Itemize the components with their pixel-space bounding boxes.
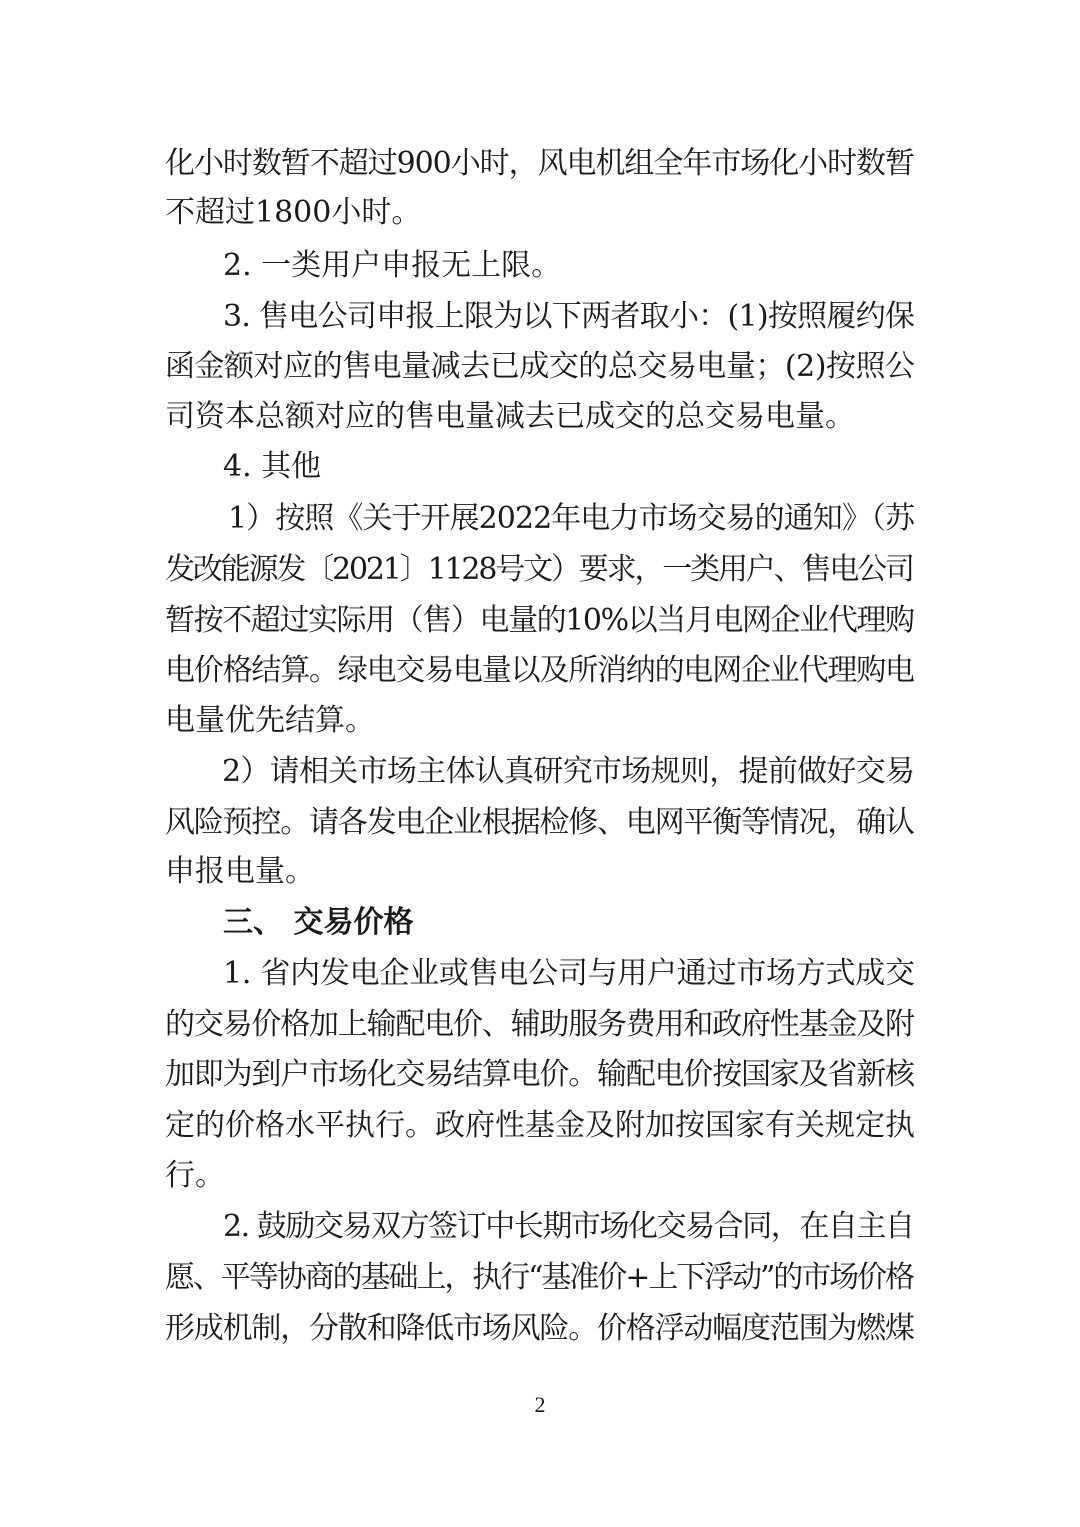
text-line-content: 电量优先结算。	[165, 703, 375, 738]
section-heading-text: 三、 交易价格	[223, 905, 414, 940]
text-line-content: 4. 其他	[223, 449, 322, 484]
text-line-content: 形成机制，分散和降低市场风险。价格浮动幅度范围为燃煤	[165, 1311, 914, 1346]
text-line	[0, 1000, 1080, 1050]
text-line-content: 2）请相关市场主体认真研究市场规则，提前做好交易	[222, 754, 915, 789]
section-heading	[0, 898, 1080, 948]
text-line	[0, 1050, 1080, 1100]
text-line	[0, 494, 1080, 544]
text-line-content: 定的价格水平执行。政府性基金及附加按国家有关规定执	[165, 1108, 915, 1143]
text-line-content: 1）按照《关于开展2022年电力市场交易的通知》（苏	[228, 501, 915, 536]
text-line	[0, 442, 1080, 492]
text-line	[0, 1253, 1080, 1303]
text-line-content: 电价格结算。绿电交易电量以及所消纳的电网企业代理购电	[165, 653, 914, 688]
text-line-content: 申报电量。	[165, 854, 315, 889]
text-line	[0, 596, 1080, 646]
text-line-content: 1. 省内发电企业或售电公司与用户通过市场方式成交	[223, 956, 915, 991]
text-line	[0, 646, 1080, 696]
text-line	[0, 1101, 1080, 1151]
text-line-content: 函金额对应的售电量减去已成交的总交易电量；(2)按照公	[165, 349, 915, 384]
text-line-content: 2. 一类用户申报无上限。	[223, 248, 562, 283]
text-line-content: 风险预控。请各发电企业根据检修、电网平衡等情况，确认	[165, 805, 914, 840]
text-line	[0, 696, 1080, 746]
text-line	[0, 798, 1080, 848]
text-line	[0, 241, 1080, 291]
text-line	[0, 139, 1080, 189]
text-line	[0, 1151, 1080, 1201]
text-line	[0, 342, 1080, 392]
text-line	[0, 392, 1080, 442]
text-line	[0, 747, 1080, 797]
text-line	[0, 1304, 1080, 1354]
text-line-content: 不超过1800小时。	[165, 195, 422, 230]
text-line-content: 发改能源发〔2021〕1128号文）要求，一类用户、售电公司	[165, 552, 913, 587]
text-line-content: 司资本总额对应的售电量减去已成交的总交易电量。	[165, 399, 855, 434]
page-number: 2	[534, 1392, 546, 1417]
text-line-content: 的交易价格加上输配电价、辅助服务费用和政府性基金及附	[165, 1007, 914, 1042]
text-line-content: 2. 鼓励交易双方签订中长期市场化交易合同，在自主自	[223, 1209, 914, 1244]
text-line-content: 愿、平等协商的基础上，执行“基准价+上下浮动”的市场价格	[165, 1260, 913, 1295]
text-line-content: 暂按不超过实际用（售）电量的10%以当月电网企业代理购	[165, 603, 914, 638]
text-line	[0, 292, 1080, 342]
text-line-content: 行。	[165, 1158, 225, 1193]
text-line	[0, 1202, 1080, 1252]
text-line-content: 3. 售电公司申报上限为以下两者取小：(1)按照履约保	[223, 299, 915, 334]
text-line-content: 化小时数暂不超过900小时，风电机组全年市场化小时数暂	[165, 146, 914, 181]
text-line	[0, 847, 1080, 897]
text-line-content: 加即为到户市场化交易结算电价。输配电价按国家及省新核	[165, 1057, 914, 1092]
text-line	[0, 188, 1080, 238]
text-line	[0, 545, 1080, 595]
text-line	[0, 949, 1080, 999]
